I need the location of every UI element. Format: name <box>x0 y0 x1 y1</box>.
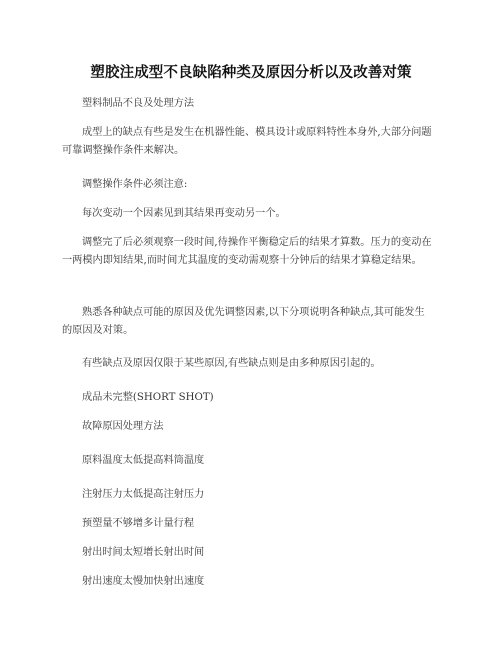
paragraph <box>62 95 434 113</box>
paragraph-text: 注射压力太低提高注射压力 <box>82 489 205 500</box>
paragraph <box>62 389 434 407</box>
paragraph-text: 射出速度太慢加快射出速度 <box>82 576 205 587</box>
paragraph-text: 故障原因处理方法 <box>82 421 164 432</box>
paragraph <box>62 452 434 470</box>
paragraph-text: 调整完了后必须观察一段时间,待操作平衡稳定后的结果才算数。压力的变动在一两模内即知结果,而时间尤其温度的变动需观察十分钟后的结果才算稳定结果。 <box>62 237 432 266</box>
paragraph <box>62 544 434 562</box>
paragraph <box>62 205 434 223</box>
paragraph-text: 成品未完整(SHORT SHOT) <box>82 392 214 403</box>
document-title: 塑胶注成型不良缺陷种类及原因分析以及改善对策 <box>90 65 412 81</box>
paragraph-text: 原料温度太低提高料筒温度 <box>82 455 205 466</box>
paragraph <box>62 234 434 270</box>
paragraph <box>62 573 434 591</box>
paragraph <box>62 486 434 504</box>
paragraph-text: 每次变动一个因素见到其结果再变动另一个。 <box>82 208 286 219</box>
paragraph-text: 有些缺点及原因仅限于某些原因,有些缺点则是由多种原因引起的。 <box>82 358 381 369</box>
paragraph-text: 塑料制品不良及处理方法 <box>82 98 195 109</box>
paragraph <box>62 515 434 533</box>
paragraph <box>62 418 434 436</box>
paragraph-text: 成型上的缺点有些是发生在机器性能、模具设计或原料特性本身外,大部分问题可靠调整操作条件来解决。 <box>62 127 432 156</box>
paragraph <box>62 304 434 340</box>
paragraph <box>62 355 434 373</box>
paragraph-text: 熟悉各种缺点可能的原因及优先调整因素,以下分项说明各种缺点,其可能发生的原因及对策。 <box>62 307 425 336</box>
paragraph-text: 预塑量不够增多计量行程 <box>82 518 195 529</box>
paragraph <box>62 176 434 194</box>
paragraph <box>62 124 434 160</box>
paragraph-text: 射出时间太短增长射出时间 <box>82 547 205 558</box>
paragraph-text: 调整操作条件必须注意: <box>82 179 188 190</box>
